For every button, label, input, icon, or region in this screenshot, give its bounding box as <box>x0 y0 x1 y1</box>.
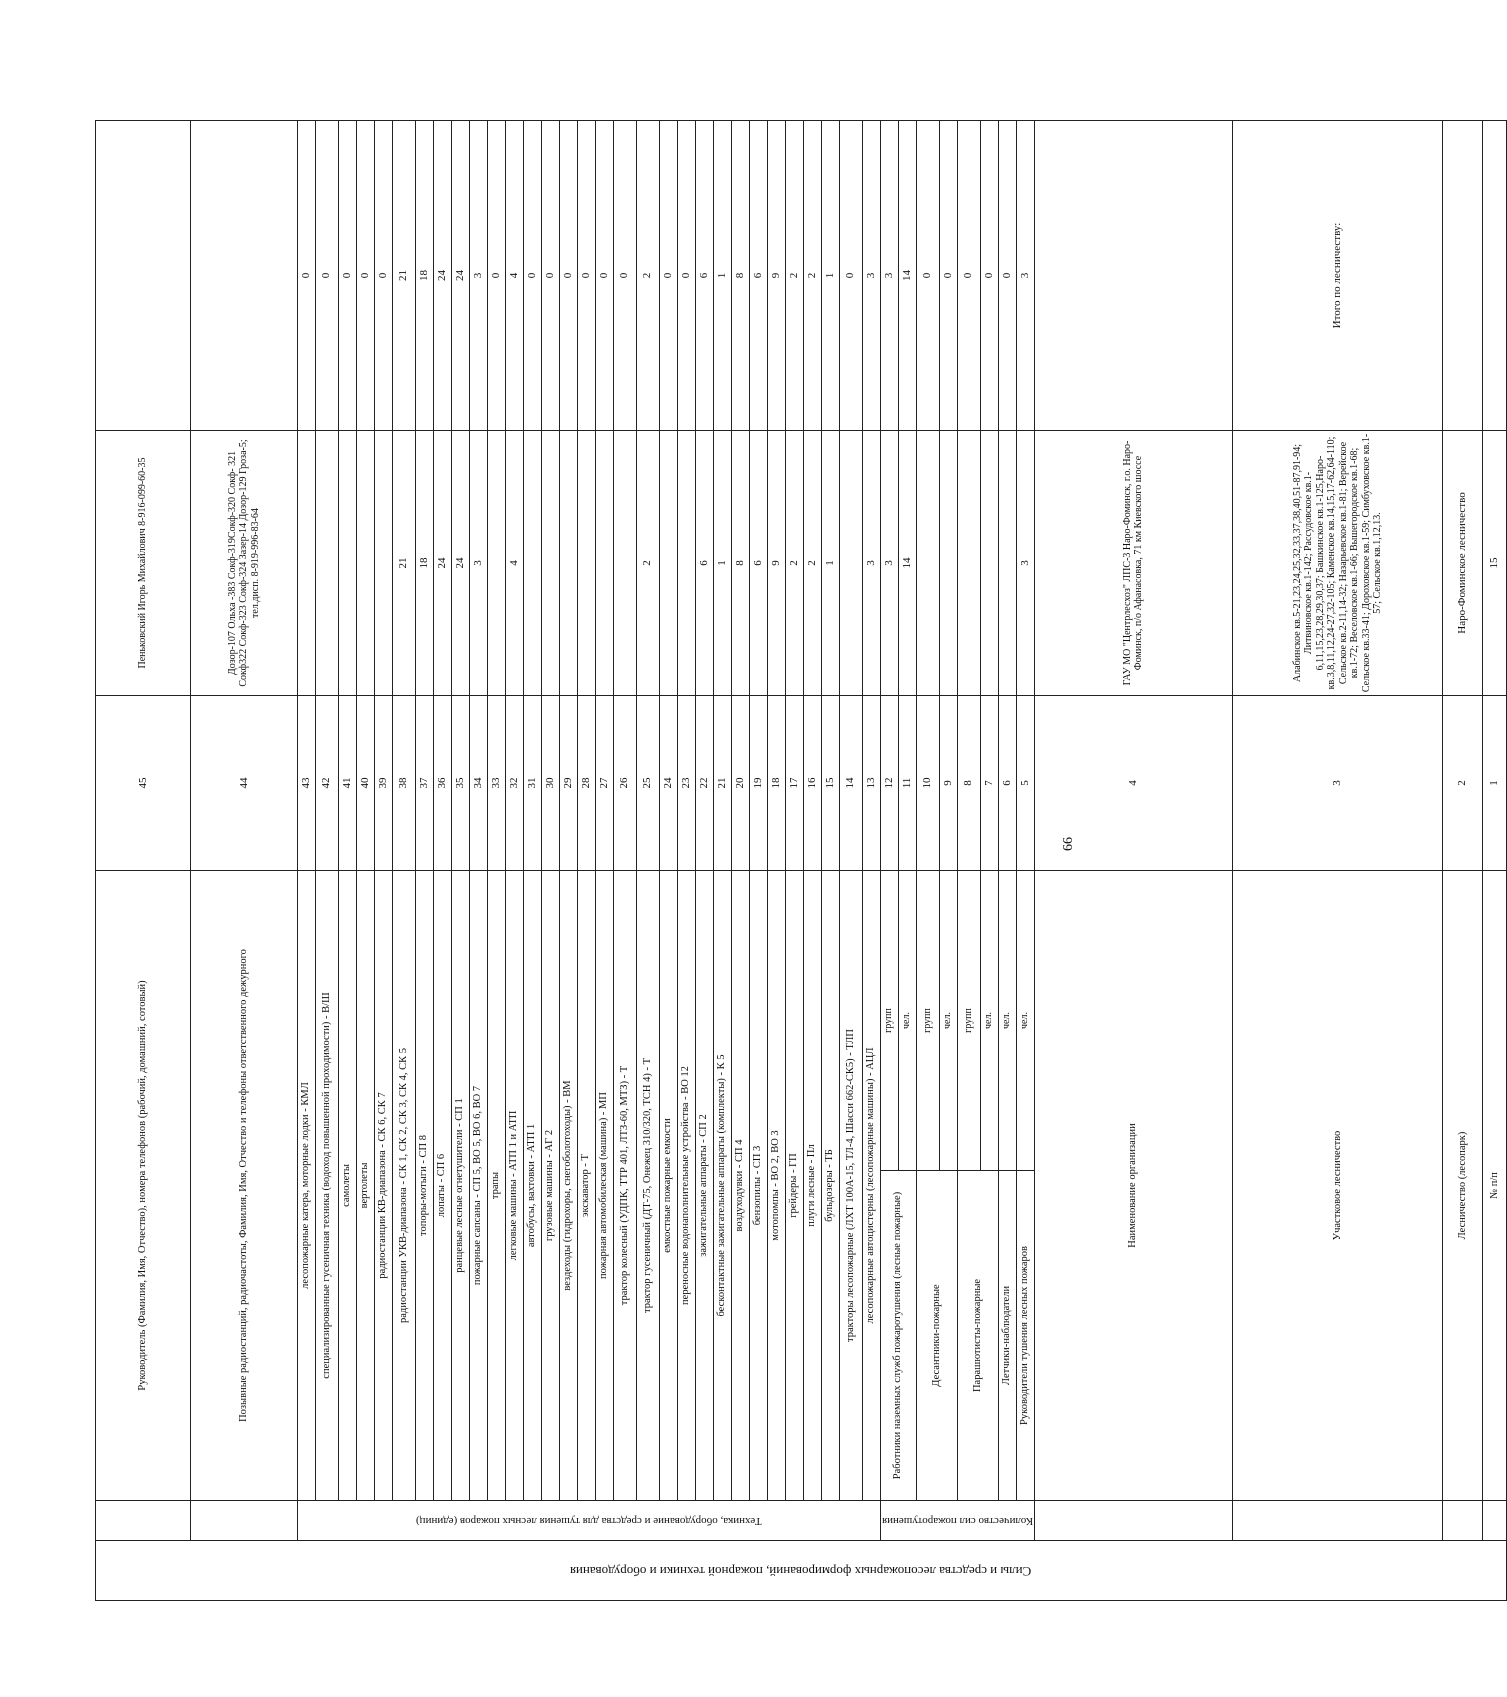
column-header: лесопожарные катера, моторные лодки - КМЛ <box>297 871 315 1501</box>
table-row <box>374 121 392 1601</box>
column-header: зажигательные аппараты - СП 2 <box>695 871 713 1501</box>
table-cell: 6 <box>695 121 713 431</box>
column-number: 42 <box>315 696 338 871</box>
table-row <box>1483 121 1507 1601</box>
column-number: 9 <box>939 696 957 871</box>
forces-table-body <box>96 121 1507 1601</box>
unit-label: групп <box>916 871 939 1171</box>
column-header: Участковое лесничество <box>1233 871 1443 1501</box>
column-header: трапы <box>487 871 505 1501</box>
column-number: 23 <box>677 696 695 871</box>
column-header: самолеты <box>338 871 356 1501</box>
column-number: 21 <box>713 696 731 871</box>
table-row <box>559 121 577 1601</box>
column-number: 2 <box>1443 696 1483 871</box>
table-row <box>862 121 880 1601</box>
group-blank <box>1034 1501 1233 1541</box>
table-cell: 0 <box>980 121 998 431</box>
column-header: автобусы, вахтовки - АТП 1 <box>523 871 541 1501</box>
group-forces <box>880 1501 1034 1541</box>
column-number: 3 <box>1233 696 1443 871</box>
table-cell: 2 <box>636 431 659 696</box>
head-contacts <box>96 121 191 431</box>
group-blank <box>96 1501 191 1541</box>
table-row <box>297 121 315 1601</box>
column-header: вертолеты <box>356 871 374 1501</box>
table-cell <box>998 431 1016 696</box>
table-cell <box>559 431 577 696</box>
table-row <box>1233 121 1443 1601</box>
column-number: 15 <box>821 696 839 871</box>
forestry-name: Наро-Фоминское лесничество <box>1443 431 1483 696</box>
table-cell: 3 <box>1016 431 1034 696</box>
column-header: трактор гусеничный (ДТ-75, Онежец 310/320, ТСН 4) - Т <box>636 871 659 1501</box>
table-row <box>749 121 767 1601</box>
column-number: 36 <box>433 696 451 871</box>
table-cell: 0 <box>916 121 939 431</box>
column-header: Лесничество (лесопарк) <box>1443 871 1483 1501</box>
table-cell: 1 <box>821 121 839 431</box>
table-cell <box>356 431 374 696</box>
forestry-name <box>1443 121 1483 431</box>
unit-label: групп <box>957 871 980 1171</box>
table-cell: 0 <box>523 121 541 431</box>
table-row <box>96 121 191 1601</box>
table-row <box>785 121 803 1601</box>
table-cell: 9 <box>767 431 785 696</box>
table-row <box>821 121 839 1601</box>
column-header: лесопожарные автоцистерны (лесопожарные машины) - АЦЛ <box>862 871 880 1501</box>
column-header: грейдеры - ГП <box>785 871 803 1501</box>
table-row <box>998 121 1016 1601</box>
column-header: вездеходы (гидрохоры, снегоболотоходы) - ВМ <box>559 871 577 1501</box>
unit-label: чел. <box>898 871 916 1171</box>
column-number: 11 <box>898 696 916 871</box>
column-header: Руководитель (Фамилия, Имя, Отчество), номера телефонов (рабочий, домашний, сотовый) <box>96 871 191 1501</box>
column-number: 29 <box>559 696 577 871</box>
column-number: 30 <box>541 696 559 871</box>
column-header: легковые машины - АТП 1 и АТП <box>505 871 523 1501</box>
duty-contacts: Дозор-107 Ольха -383 Сокф-319Сокф-320 Сокф- 321 Сокф322 Сокф-323 Сокф-324 Зазер-14 Дозор-129 Гроза-5; тел.дисп. 8-919-996-83-64 <box>191 431 298 696</box>
table-row <box>1034 121 1233 1601</box>
table-cell <box>595 431 613 696</box>
table-cell: 24 <box>451 431 469 696</box>
table-cell <box>613 431 636 696</box>
table-cell: 0 <box>559 121 577 431</box>
table-cell: 24 <box>433 121 451 431</box>
table-cell <box>374 431 392 696</box>
column-number: 32 <box>505 696 523 871</box>
table-cell: 0 <box>541 121 559 431</box>
table-row <box>677 121 695 1601</box>
table-cell: 8 <box>731 431 749 696</box>
head-contacts: Пеньковский Игорь Михайлович 8-916-099-60-35 <box>96 431 191 696</box>
unit-label: групп <box>880 871 898 1171</box>
unit-label: чел. <box>1016 871 1034 1171</box>
column-number: 45 <box>96 696 191 871</box>
column-number: 24 <box>659 696 677 871</box>
column-header: пожарная автомобилеская (машина) - МП <box>595 871 613 1501</box>
table-cell: 3 <box>862 431 880 696</box>
column-header: Десантники-пожарные <box>916 1171 957 1501</box>
table-row <box>1443 121 1483 1601</box>
table-cell: 0 <box>297 121 315 431</box>
table-cell: 1 <box>713 431 731 696</box>
column-header: бесконтактные зажигательные аппараты (комплекты) - К 5 <box>713 871 731 1501</box>
column-number: 22 <box>695 696 713 871</box>
table-cell: 0 <box>577 121 595 431</box>
column-number: 18 <box>767 696 785 871</box>
table-cell <box>541 431 559 696</box>
table-cell: 9 <box>767 121 785 431</box>
group-blank <box>1443 1501 1483 1541</box>
column-number: 20 <box>731 696 749 871</box>
table-cell: 2 <box>785 121 803 431</box>
column-number: 38 <box>392 696 415 871</box>
table-row <box>595 121 613 1601</box>
column-header: Летчики-наблюдатели <box>998 1171 1016 1501</box>
table-row <box>880 121 898 1601</box>
table-cell <box>677 431 695 696</box>
table-row <box>731 121 749 1601</box>
table-row <box>541 121 559 1601</box>
table-cell <box>487 431 505 696</box>
table-row <box>451 121 469 1601</box>
column-header: трактор колесный (УДПК, ТТР 401, ЛТЗ-60, МТЗ) - Т <box>613 871 636 1501</box>
table-row <box>191 121 298 1601</box>
group-forces-label: Количество сил пожаротушения <box>881 1514 1033 1527</box>
table-cell <box>577 431 595 696</box>
table-cell <box>916 431 939 696</box>
table-row <box>767 121 785 1601</box>
table-cell: 0 <box>595 121 613 431</box>
column-number: 19 <box>749 696 767 871</box>
table-cell: 1 <box>713 121 731 431</box>
table-row <box>487 121 505 1601</box>
table-cell <box>523 431 541 696</box>
group-equipment <box>297 1501 880 1541</box>
table-cell: 6 <box>695 431 713 696</box>
table-row <box>338 121 356 1601</box>
column-header: топоры-мотыги - СП 8 <box>415 871 433 1501</box>
duty-contacts <box>191 121 298 431</box>
table-cell: 3 <box>469 431 487 696</box>
table-cell: 0 <box>356 121 374 431</box>
table-cell: 0 <box>839 121 862 431</box>
table-row <box>415 121 433 1601</box>
table-title: Силы и средства лесопожарных формирований, пожарной техники и оборудования <box>570 1563 1032 1579</box>
column-number: 4 <box>1034 696 1233 871</box>
table-row <box>957 121 980 1601</box>
column-number: 1 <box>1483 696 1507 871</box>
table-cell <box>338 431 356 696</box>
column-number: 16 <box>803 696 821 871</box>
table-cell: 0 <box>374 121 392 431</box>
table-cell: 14 <box>898 431 916 696</box>
column-number: 17 <box>785 696 803 871</box>
table-row <box>713 121 731 1601</box>
table-row <box>505 121 523 1601</box>
table-cell: 0 <box>315 121 338 431</box>
column-header: экскаватор - Т <box>577 871 595 1501</box>
table-row <box>392 121 415 1601</box>
column-header: Работники наземных служб пожаротушения (лесные пожарные) <box>880 1171 916 1501</box>
column-header: Парашютисты-пожарные <box>957 1171 998 1501</box>
table-cell: 2 <box>803 121 821 431</box>
column-number: 14 <box>839 696 862 871</box>
table-cell: 21 <box>392 121 415 431</box>
table-cell: 24 <box>451 121 469 431</box>
table-row <box>916 121 939 1601</box>
table-cell: 24 <box>433 431 451 696</box>
column-number: 25 <box>636 696 659 871</box>
table-row <box>613 121 636 1601</box>
column-header: № п/п <box>1483 871 1507 1501</box>
column-header: бульдозеры - ТБ <box>821 871 839 1501</box>
column-header: плуги лесные - Пл <box>803 871 821 1501</box>
table-row <box>315 121 338 1601</box>
table-row <box>659 121 677 1601</box>
column-number: 43 <box>297 696 315 871</box>
column-header: радиостанции КВ-диапазона - СК 6, СК 7 <box>374 871 392 1501</box>
table-cell <box>957 431 980 696</box>
column-header: Позывные радиостанций, радиочастоты, Фамилия, Имя, Отчество и телефоны ответственного дежурного <box>191 871 298 1501</box>
row-number: 15 <box>1483 431 1507 696</box>
table-cell: 0 <box>677 121 695 431</box>
table-cell: 2 <box>803 431 821 696</box>
column-number: 8 <box>957 696 980 871</box>
table-cell <box>315 431 338 696</box>
group-blank <box>1483 1501 1507 1541</box>
table-cell: 6 <box>749 121 767 431</box>
column-number: 44 <box>191 696 298 871</box>
table-cell: 3 <box>1016 121 1034 431</box>
table-row <box>356 121 374 1601</box>
table-cell: 2 <box>636 121 659 431</box>
table-cell: 8 <box>731 121 749 431</box>
column-header: пожарные сапсаны - СП 5, ВО 5, ВО 6, ВО 7 <box>469 871 487 1501</box>
table-cell <box>839 431 862 696</box>
table-cell: 0 <box>957 121 980 431</box>
table-title-strip <box>96 1541 1507 1601</box>
organization-name: ГАУ МО "Центрлесхоз" ЛПС-3 Наро-Фоминск, г.о. Наро-Фоминск, п/о Афанасовка, 71 км Киевского шоссе <box>1034 431 1233 696</box>
table-cell: 0 <box>939 121 957 431</box>
table-row <box>1016 121 1034 1601</box>
page-number: 66 <box>1061 837 1076 851</box>
column-number: 26 <box>613 696 636 871</box>
unit-label: чел. <box>980 871 998 1171</box>
table-cell: 1 <box>821 431 839 696</box>
table-cell: 3 <box>880 121 898 431</box>
column-number: 31 <box>523 696 541 871</box>
row-number <box>1483 121 1507 431</box>
group-blank <box>1233 1501 1443 1541</box>
column-number: 12 <box>880 696 898 871</box>
group-blank <box>191 1501 298 1541</box>
table-row <box>577 121 595 1601</box>
table-cell: 0 <box>998 121 1016 431</box>
column-number: 39 <box>374 696 392 871</box>
table-row <box>695 121 713 1601</box>
table-row <box>469 121 487 1601</box>
table-row <box>636 121 659 1601</box>
column-header: бензопилы - СП 3 <box>749 871 767 1501</box>
table-cell: 18 <box>415 431 433 696</box>
column-header: специализированные гусеничная техника (водоход повышенной проходимости) - В/Ш <box>315 871 338 1501</box>
column-header: грузовые машины - АГ 2 <box>541 871 559 1501</box>
column-header: радиостанции УКВ-диапазона - СК 1, СК 2, СК 3, СК 4, СК 5 <box>392 871 415 1501</box>
table-row <box>803 121 821 1601</box>
table-cell: 2 <box>785 431 803 696</box>
forestry-sections: Алабинское кв.5-21,23,24,25,32,33,37,38,40,51-87,91-94; Литвиновское кв.1-142; Рассудовское кв.1-6,11,15,23,28,29,30,37; Башкинское кв.1-125,Наро-кв.3,8,11,12,24-27,32-105; Каменское кв.14,15,17-62,64-110; Сельское кв.2-11,14-32; Назарьевское кв.1-81; Верейское кв.1-72; Веселовское кв.1-66; Вышегородское кв.1-68; Сельское кв.33-41; Дороховское кв.1-59; Симбуховское кв.1-57; Сельское кв.1,12,13. <box>1233 431 1443 696</box>
column-header: ранцевые лесные огнетушители - СП 1 <box>451 871 469 1501</box>
forestry-sections: Итого по лесничеству: <box>1233 121 1443 431</box>
column-number: 35 <box>451 696 469 871</box>
column-header: переносные водонаполнительные устройства - ВО 12 <box>677 871 695 1501</box>
column-number: 34 <box>469 696 487 871</box>
column-number: 33 <box>487 696 505 871</box>
column-header: Наименование организации <box>1034 871 1233 1501</box>
unit-label: чел. <box>939 871 957 1171</box>
table-cell: 4 <box>505 431 523 696</box>
column-header: лопаты - СП 6 <box>433 871 451 1501</box>
column-header: мотопомпы - ВО 2, ВО 3 <box>767 871 785 1501</box>
table-cell: 21 <box>392 431 415 696</box>
table-cell <box>659 431 677 696</box>
column-number: 7 <box>980 696 998 871</box>
table-cell <box>939 431 957 696</box>
group-equipment-label: Техника, оборудование и средства для тушения лесных пожаров (единиц) <box>415 1514 762 1527</box>
table-cell: 0 <box>338 121 356 431</box>
table-cell: 3 <box>880 431 898 696</box>
table-row <box>523 121 541 1601</box>
table-row <box>433 121 451 1601</box>
table-cell <box>980 431 998 696</box>
column-number: 28 <box>577 696 595 871</box>
table-cell: 0 <box>613 121 636 431</box>
table-cell: 14 <box>898 121 916 431</box>
column-number: 13 <box>862 696 880 871</box>
table-cell: 18 <box>415 121 433 431</box>
forces-table <box>95 120 1507 1601</box>
table-cell: 4 <box>505 121 523 431</box>
column-number: 27 <box>595 696 613 871</box>
table-cell: 6 <box>749 431 767 696</box>
column-header: Руководители тушения лесных пожаров <box>1016 1171 1034 1501</box>
table-row <box>839 121 862 1601</box>
column-number: 10 <box>916 696 939 871</box>
table-cell: 3 <box>469 121 487 431</box>
column-header: емкостные пожарные емкости <box>659 871 677 1501</box>
column-number: 6 <box>998 696 1016 871</box>
table-cell: 0 <box>659 121 677 431</box>
column-header: воздуходувки - СП 4 <box>731 871 749 1501</box>
column-number: 41 <box>338 696 356 871</box>
column-number: 40 <box>356 696 374 871</box>
table-cell: 3 <box>862 121 880 431</box>
column-number: 37 <box>415 696 433 871</box>
unit-label: чел. <box>998 871 1016 1171</box>
column-header: тракторы лесопожарные (ЛХТ 100А-15, ТЛ-4, Шасси 662-СК5) - ТЛП <box>839 871 862 1501</box>
column-number: 5 <box>1016 696 1034 871</box>
table-cell: 0 <box>487 121 505 431</box>
table-cell <box>297 431 315 696</box>
organization-name <box>1034 121 1233 431</box>
rotated-table-wrapper <box>95 121 1501 1601</box>
